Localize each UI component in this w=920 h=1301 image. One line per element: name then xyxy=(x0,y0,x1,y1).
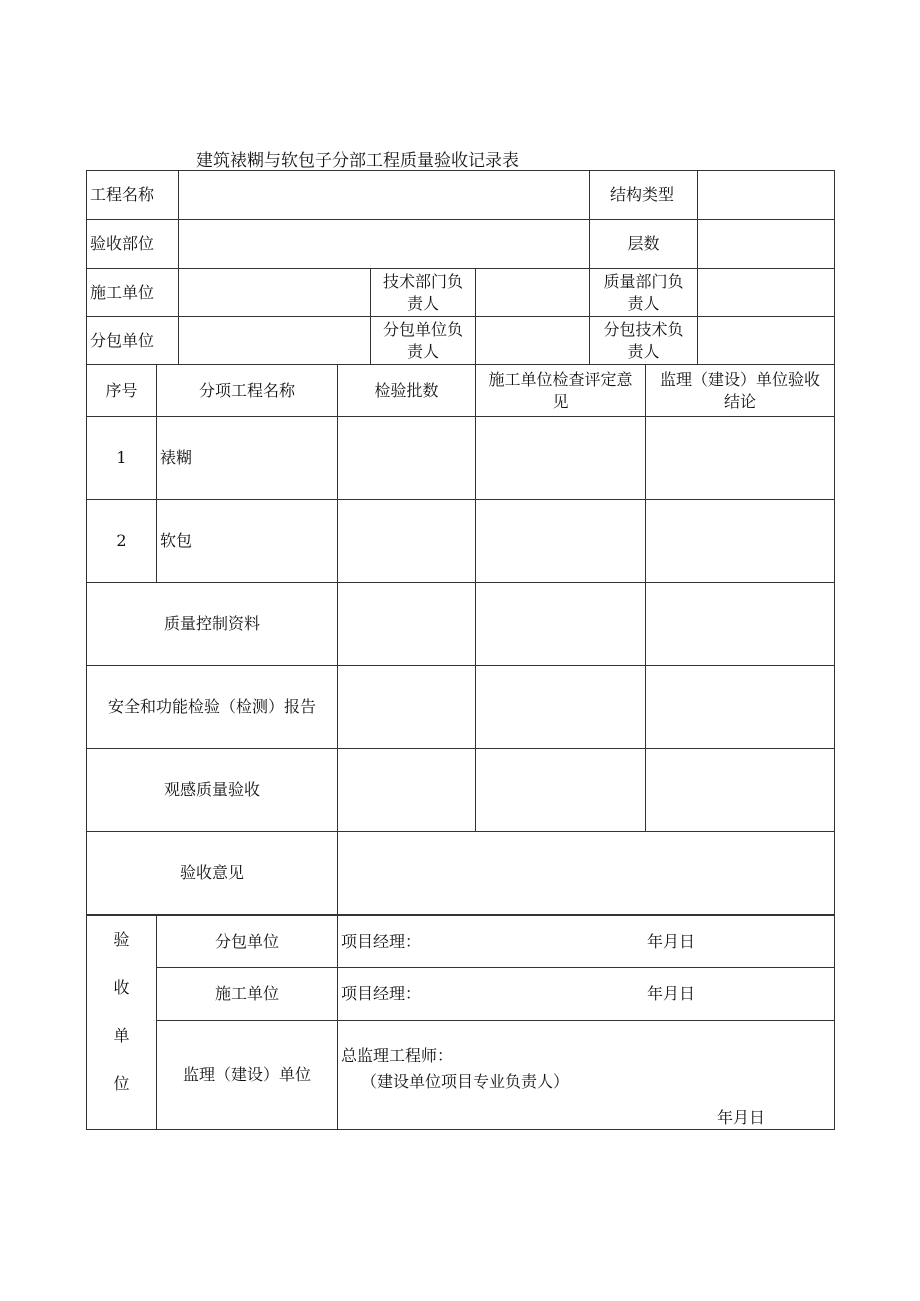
quality-dept-head-value xyxy=(698,269,835,317)
acceptance-construction-signature xyxy=(338,968,835,1021)
acceptance-construction-label: 施工单位 xyxy=(157,968,338,1021)
date-label: 年月日 xyxy=(647,984,696,1003)
row-batch-count xyxy=(338,417,476,500)
safety-report-supervision xyxy=(646,666,835,749)
acceptance-part-value xyxy=(179,220,590,269)
row-construction-eval xyxy=(476,500,646,583)
quality-control-batch xyxy=(338,583,476,666)
row-construction-eval xyxy=(476,417,646,500)
acceptance-opinion-value xyxy=(338,832,835,915)
quality-dept-head-label: 质量部门负 责人 xyxy=(590,269,698,317)
owner-rep-label: （建设单位项目专业负责人） xyxy=(361,1072,570,1091)
row-batch-count xyxy=(338,500,476,583)
acceptance-supervision-label: 监理（建设）单位 xyxy=(157,1021,338,1130)
sub-tech-head-label: 分包技术负 责人 xyxy=(590,317,698,365)
appearance-supervision xyxy=(646,749,835,832)
row-item-name: 软包 xyxy=(157,500,338,583)
date-label: 年月日 xyxy=(717,1108,766,1127)
sub-unit-head-value xyxy=(476,317,590,365)
items-table xyxy=(86,364,835,915)
project-name-value xyxy=(179,171,590,220)
appearance-construction xyxy=(476,749,646,832)
row-supervision xyxy=(646,500,835,583)
acceptance-opinion-label: 验收意见 xyxy=(87,832,338,915)
row-seq: 2 xyxy=(87,500,157,583)
page-title: 建筑裱糊与软包子分部工程质量验收记录表 xyxy=(196,151,519,171)
safety-report-label: 安全和功能检验（检测）报告 xyxy=(87,666,338,749)
chief-supervisor-label: 总监理工程师： xyxy=(341,1046,454,1065)
subcontractor-value xyxy=(179,317,371,365)
col-supervision-header: 监理（建设）单位验收 结论 xyxy=(646,365,835,417)
appearance-batch xyxy=(338,749,476,832)
row-seq: 1 xyxy=(87,417,157,500)
safety-report-batch xyxy=(338,666,476,749)
structure-type-label: 结构类型 xyxy=(590,171,698,220)
construction-unit-label: 施工单位 xyxy=(87,269,179,317)
project-name-label: 工程名称 xyxy=(87,171,179,220)
tech-dept-head-label: 技术部门负 责人 xyxy=(371,269,476,317)
quality-control-supervision xyxy=(646,583,835,666)
sub-tech-head-value xyxy=(698,317,835,365)
appearance-label: 观感质量验收 xyxy=(87,749,338,832)
row-item-name: 裱糊 xyxy=(157,417,338,500)
acceptance-subcontractor-signature xyxy=(338,916,835,968)
col-seq-header: 序号 xyxy=(87,365,157,417)
col-batch-count-header: 检验批数 xyxy=(338,365,476,417)
col-construction-eval-header: 施工单位检查评定意 见 xyxy=(476,365,646,417)
date-label: 年月日 xyxy=(647,931,696,951)
acceptance-units-table xyxy=(86,915,835,1130)
structure-type-value xyxy=(698,171,835,220)
subcontractor-label: 分包单位 xyxy=(87,317,179,365)
col-item-name-header: 分项工程名称 xyxy=(157,365,338,417)
tech-dept-head-value xyxy=(476,269,590,317)
safety-report-construction xyxy=(476,666,646,749)
construction-unit-value xyxy=(179,269,371,317)
acceptance-subcontractor-label: 分包单位 xyxy=(157,916,338,968)
project-manager-label: 项目经理： xyxy=(341,931,422,951)
floors-label: 层数 xyxy=(590,220,698,269)
info-table xyxy=(86,170,835,365)
table-row xyxy=(87,500,835,583)
sub-unit-head-label: 分包单位负 责人 xyxy=(371,317,476,365)
quality-control-label: 质量控制资料 xyxy=(87,583,338,666)
acceptance-part-label: 验收部位 xyxy=(87,220,179,269)
floors-value xyxy=(698,220,835,269)
row-supervision xyxy=(646,417,835,500)
acceptance-units-label: 验 收 单 位 xyxy=(87,916,157,1130)
project-manager-label: 项目经理： xyxy=(341,984,422,1003)
table-row xyxy=(87,417,835,500)
acceptance-supervision-signature xyxy=(338,1021,835,1130)
quality-control-construction xyxy=(476,583,646,666)
